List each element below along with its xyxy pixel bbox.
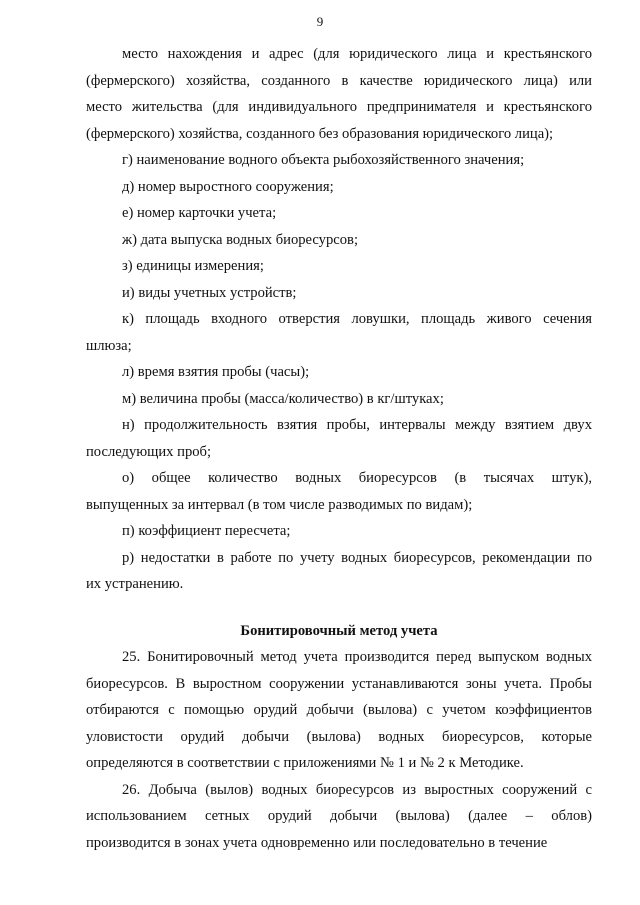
paragraph-line: определяются в соответствии с приложениями № 1 и № 2 к Методике.	[86, 755, 524, 771]
list-section	[86, 41, 592, 598]
paragraph-line: отбираются с помощью орудий добычи (вылова) с учетом коэффициентов	[86, 702, 592, 718]
paragraph-line: д) номер выростного сооружения;	[122, 178, 334, 195]
paragraph-line: о) общее количество водных биоресурсов (в тысячах штук),	[122, 470, 592, 486]
paragraph-zh	[86, 227, 592, 254]
paragraph-line: биоресурсов. В выростном сооружении устанавливаются зоны учета. Пробы	[86, 675, 592, 692]
paragraph-r	[86, 545, 592, 598]
paragraph-line: (фермерского) хозяйства, созданного без образования юридического лица);	[86, 125, 554, 142]
paragraph-g	[86, 147, 592, 174]
paragraph-line: производится в зонах учета одновременно или последовательно в течение	[86, 834, 548, 851]
paragraph-line: ж) дата выпуска водных биоресурсов;	[122, 231, 358, 248]
paragraph-line: шлюза;	[86, 337, 132, 354]
paragraph-e	[86, 200, 592, 227]
paragraph-line: выпущенных за интервал (в том числе разводимых по видам);	[86, 496, 473, 513]
paragraph-line: (фермерского) хозяйства, созданного в качестве юридического лица) или	[86, 72, 592, 89]
paragraph-line: последующих проб;	[86, 443, 212, 460]
method-section	[86, 644, 592, 856]
paragraph-address	[86, 41, 592, 147]
paragraph-line: 25. Бонитировочный метод учета производится перед выпуском водных	[122, 649, 592, 665]
paragraph-line: г) наименование водного объекта рыбохозяйственного значения;	[122, 152, 525, 168]
paragraph-i	[86, 280, 592, 307]
paragraph-line: н) продолжительность взятия пробы, интервалы между взятием двух	[122, 417, 592, 433]
paragraph-p	[86, 518, 592, 545]
section-heading: Бонитировочный метод учета	[240, 622, 438, 639]
paragraph-d	[86, 174, 592, 201]
paragraph-line: 26. Добыча (вылов) водных биоресурсов из выростных сооружений с	[122, 781, 592, 798]
paragraph-line: место нахождения и адрес (для юридического лица и крестьянского	[122, 46, 592, 62]
paragraph-line: уловистости орудий добычи (вылова) водных биоресурсов, которые	[86, 728, 592, 745]
paragraph-o	[86, 465, 592, 518]
paragraph-line: место жительства (для индивидуального предпринимателя и крестьянского	[86, 99, 592, 115]
paragraph-l	[86, 359, 592, 386]
paragraph-m	[86, 386, 592, 413]
paragraph-line: л) время взятия пробы (часы);	[122, 364, 310, 380]
paragraph-line: з) единицы измерения;	[122, 258, 264, 274]
paragraph-p26	[86, 777, 592, 857]
paragraph-line: м) величина пробы (масса/количество) в кг/штуках;	[122, 390, 444, 407]
paragraph-p25	[86, 644, 592, 777]
paragraph-line: р) недостатки в работе по учету водных биоресурсов, рекомендации по	[122, 549, 592, 566]
document-body	[86, 41, 592, 856]
paragraph-line: к) площадь входного отверстия ловушки, площадь живого сечения	[122, 311, 592, 327]
paragraph-line: п) коэффициент пересчета;	[122, 523, 291, 539]
paragraph-line: использованием сетных орудий добычи (вылова) (далее – облов)	[86, 808, 592, 824]
paragraph-z	[86, 253, 592, 280]
paragraph-line: е) номер карточки учета;	[122, 205, 277, 221]
paragraph-n	[86, 412, 592, 465]
page-number: 9	[316, 14, 324, 29]
paragraph-line: их устранению.	[86, 576, 184, 592]
paragraph-k	[86, 306, 592, 359]
paragraph-line: и) виды учетных устройств;	[122, 284, 297, 301]
